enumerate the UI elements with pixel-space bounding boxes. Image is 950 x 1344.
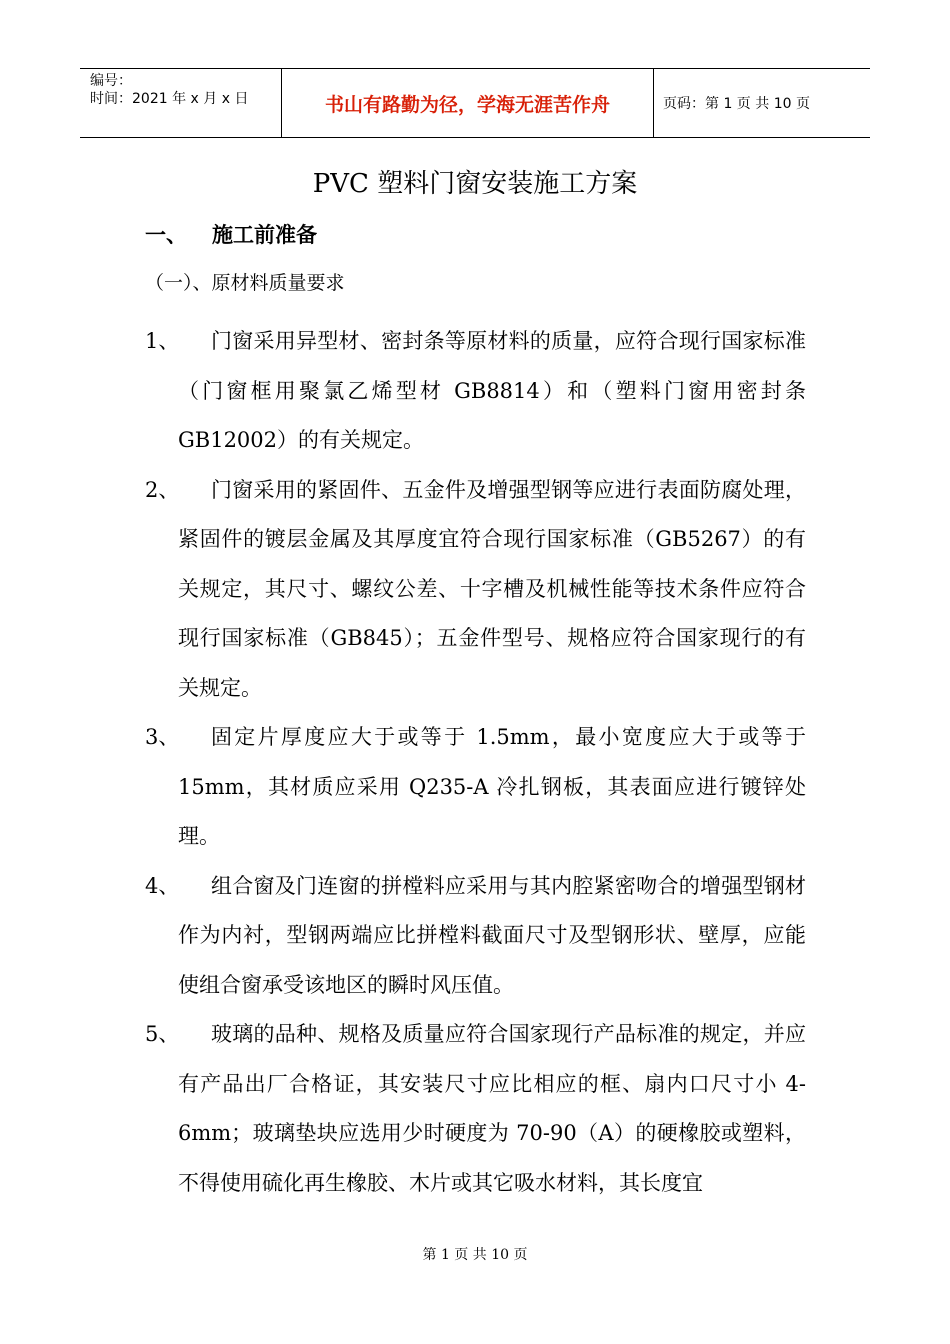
list-item — [0, 466, 950, 714]
document-title: PVC 塑料门窗安装施工方案 — [312, 169, 638, 199]
section-title: 施工前准备 — [212, 223, 317, 247]
item-text: 门窗采用异型材、密封条等原材料的质量，应符合现行国家标准（门窗框用聚氯乙烯型材 GB8814）和（塑料门窗用密封条 GB12002）的有关规定。 — [178, 329, 806, 452]
item-text: 玻璃的品种、规格及质量应符合国家现行产品标准的规定，并应有产品出厂合格证，其安装尺寸应比相应的框、扇内口尺寸小 4-6mm；玻璃垫块应选用少时硬度为 70-90（A）的硬橡胶或塑料，不得使用硫化再生橡胶、木片或其它吸水材料，其长度宜 — [178, 1022, 806, 1195]
header-table — [80, 68, 870, 138]
item-text: 门窗采用的紧固件、五金件及增强型钢等应进行表面防腐处理，紧固件的镀层金属及其厚度宜符合现行国家标准（GB5267）的有关规定，其尺寸、螺纹公差、十字槽及机械性能等技术条件应符合现行国家标准（GB845）；五金件型号、规格应符合国家现行的有关规定。 — [178, 477, 806, 700]
item-number: 5、 — [145, 1022, 180, 1046]
requirements-list — [0, 317, 950, 1208]
item-text: 固定片厚度应大于或等于 1.5mm，最小宽度应大于或等于 15mm，其材质应采用 Q235-A 冷扎钢板，其表面应进行镀锌处理。 — [178, 725, 806, 848]
item-number: 3、 — [145, 725, 180, 749]
section-heading — [145, 220, 317, 250]
list-item — [0, 1010, 950, 1208]
item-text: 组合窗及门连窗的拼樘料应采用与其内腔紧密吻合的增强型钢材作为内衬，型钢两端应比拼樘料截面尺寸及型钢形状、壁厚，应能使组合窗承受该地区的瞬时风压值。 — [178, 873, 806, 997]
document-number-label: 编号： — [90, 73, 132, 89]
header-page-info: 页码：第 1 页 共 10 页 — [663, 96, 810, 112]
list-item — [0, 862, 950, 1011]
item-number: 2、 — [145, 477, 180, 502]
item-number: 4、 — [145, 873, 180, 898]
header-motto: 书山有路勤为径，学海无涯苦作舟 — [282, 69, 654, 137]
list-item — [0, 713, 950, 862]
document-date: 时间：2021 年 x 月 x 日 — [90, 91, 249, 107]
subsection-heading: （一）、原材料质量要求 — [145, 272, 345, 294]
item-number: 1、 — [145, 329, 180, 353]
section-number: 一、 — [145, 223, 187, 247]
header-left-cell — [80, 69, 282, 137]
page-footer: 第 1 页 共 10 页 — [422, 1247, 528, 1263]
list-item — [0, 317, 950, 466]
